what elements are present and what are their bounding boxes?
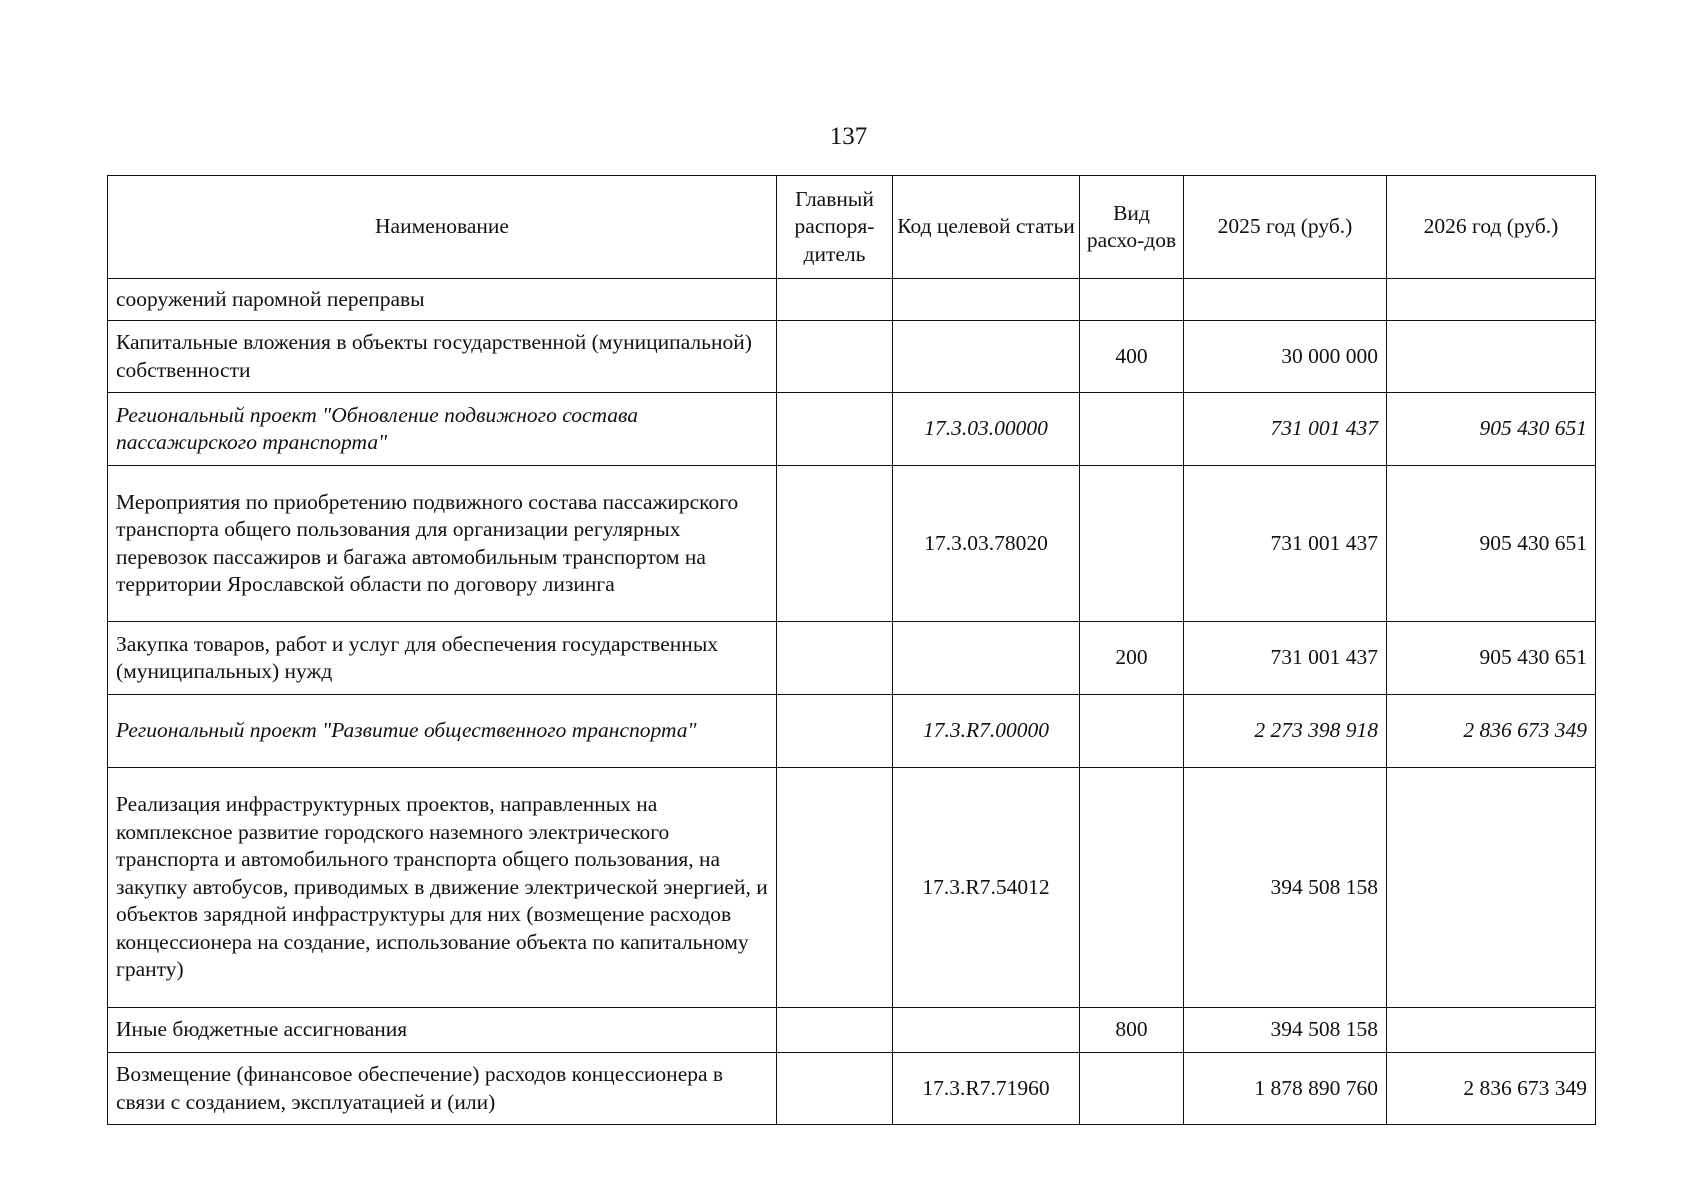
cell-name: Иные бюджетные ассигнования [108, 1008, 777, 1053]
cell-code [893, 321, 1080, 393]
cell-year-2026: 2 836 673 349 [1387, 1053, 1596, 1125]
cell-year-2025: 731 001 437 [1184, 393, 1387, 466]
table-row [108, 279, 1596, 321]
cell-kind: 200 [1080, 622, 1184, 695]
cell-manager [777, 279, 893, 321]
cell-kind: 800 [1080, 1008, 1184, 1053]
cell-year-2025: 394 508 158 [1184, 1008, 1387, 1053]
cell-name: Региональный проект "Развитие общественного транспорта" [108, 695, 777, 768]
cell-name: сооружений паромной переправы [108, 279, 777, 321]
cell-year-2026: 2 836 673 349 [1387, 695, 1596, 768]
cell-year-2025: 1 878 890 760 [1184, 1053, 1387, 1125]
table-row [108, 1053, 1596, 1125]
cell-manager [777, 622, 893, 695]
cell-manager [777, 768, 893, 1008]
cell-year-2025: 30 000 000 [1184, 321, 1387, 393]
cell-code [893, 279, 1080, 321]
table-row [108, 1008, 1596, 1053]
table-row [108, 466, 1596, 622]
cell-year-2025: 731 001 437 [1184, 622, 1387, 695]
cell-year-2025: 394 508 158 [1184, 768, 1387, 1008]
cell-year-2026 [1387, 768, 1596, 1008]
cell-manager [777, 1008, 893, 1053]
cell-year-2026 [1387, 279, 1596, 321]
cell-kind [1080, 1053, 1184, 1125]
header-manager: Главный распоря-дитель [777, 176, 893, 279]
cell-manager [777, 1053, 893, 1125]
header-name: Наименование [108, 176, 777, 279]
cell-code: 17.3.03.78020 [893, 466, 1080, 622]
cell-kind: 400 [1080, 321, 1184, 393]
cell-year-2025: 2 273 398 918 [1184, 695, 1387, 768]
cell-code [893, 622, 1080, 695]
cell-code: 17.3.R7.54012 [893, 768, 1080, 1008]
cell-manager [777, 466, 893, 622]
budget-table [107, 175, 1596, 1125]
cell-name: Региональный проект "Обновление подвижного состава пассажирского транспорта" [108, 393, 777, 466]
cell-kind [1080, 768, 1184, 1008]
page-number: 137 [829, 123, 868, 150]
table-row-project [108, 695, 1596, 768]
cell-year-2026 [1387, 321, 1596, 393]
cell-year-2026: 905 430 651 [1387, 393, 1596, 466]
header-year-2025: 2025 год (руб.) [1184, 176, 1387, 279]
cell-name: Возмещение (финансовое обеспечение) расходов концессионера в связи с созданием, эксплуатацией и (или) [108, 1053, 777, 1125]
cell-manager [777, 393, 893, 466]
cell-kind [1080, 466, 1184, 622]
cell-code: 17.3.R7.00000 [893, 695, 1080, 768]
cell-kind [1080, 393, 1184, 466]
header-code: Код целевой статьи [893, 176, 1080, 279]
cell-code [893, 1008, 1080, 1053]
cell-year-2026 [1387, 1008, 1596, 1053]
cell-code: 17.3.03.00000 [893, 393, 1080, 466]
cell-name: Капитальные вложения в объекты государственной (муниципальной) собственности [108, 321, 777, 393]
table-row [108, 321, 1596, 393]
cell-name: Мероприятия по приобретению подвижного состава пассажирского транспорта общего пользования для организации регулярных перевозок пассажиров и багажа автомобильным транспортом на территории Ярославской области по договору лизинга [108, 466, 777, 622]
table-row [108, 622, 1596, 695]
header-year-2026: 2026 год (руб.) [1387, 176, 1596, 279]
cell-year-2025: 731 001 437 [1184, 466, 1387, 622]
header-kind: Вид расхо-дов [1080, 176, 1184, 279]
cell-name: Реализация инфраструктурных проектов, направленных на комплексное развитие городского наземного электрического транспорта и автомобильного транспорта общего пользования, на закупку автобусов, приводимых в движение электрической энергией, и объектов зарядной инфраструктуры для них (возмещение расходов концессионера на создание, использование объекта по капитальному гранту) [108, 768, 777, 1008]
cell-year-2026: 905 430 651 [1387, 466, 1596, 622]
cell-code: 17.3.R7.71960 [893, 1053, 1080, 1125]
table-header-row [108, 176, 1596, 279]
cell-kind [1080, 279, 1184, 321]
cell-year-2025 [1184, 279, 1387, 321]
cell-manager [777, 321, 893, 393]
table-row-project [108, 393, 1596, 466]
cell-name: Закупка товаров, работ и услуг для обеспечения государственных (муниципальных) нужд [108, 622, 777, 695]
cell-kind [1080, 695, 1184, 768]
cell-year-2026: 905 430 651 [1387, 622, 1596, 695]
table-row [108, 768, 1596, 1008]
cell-manager [777, 695, 893, 768]
